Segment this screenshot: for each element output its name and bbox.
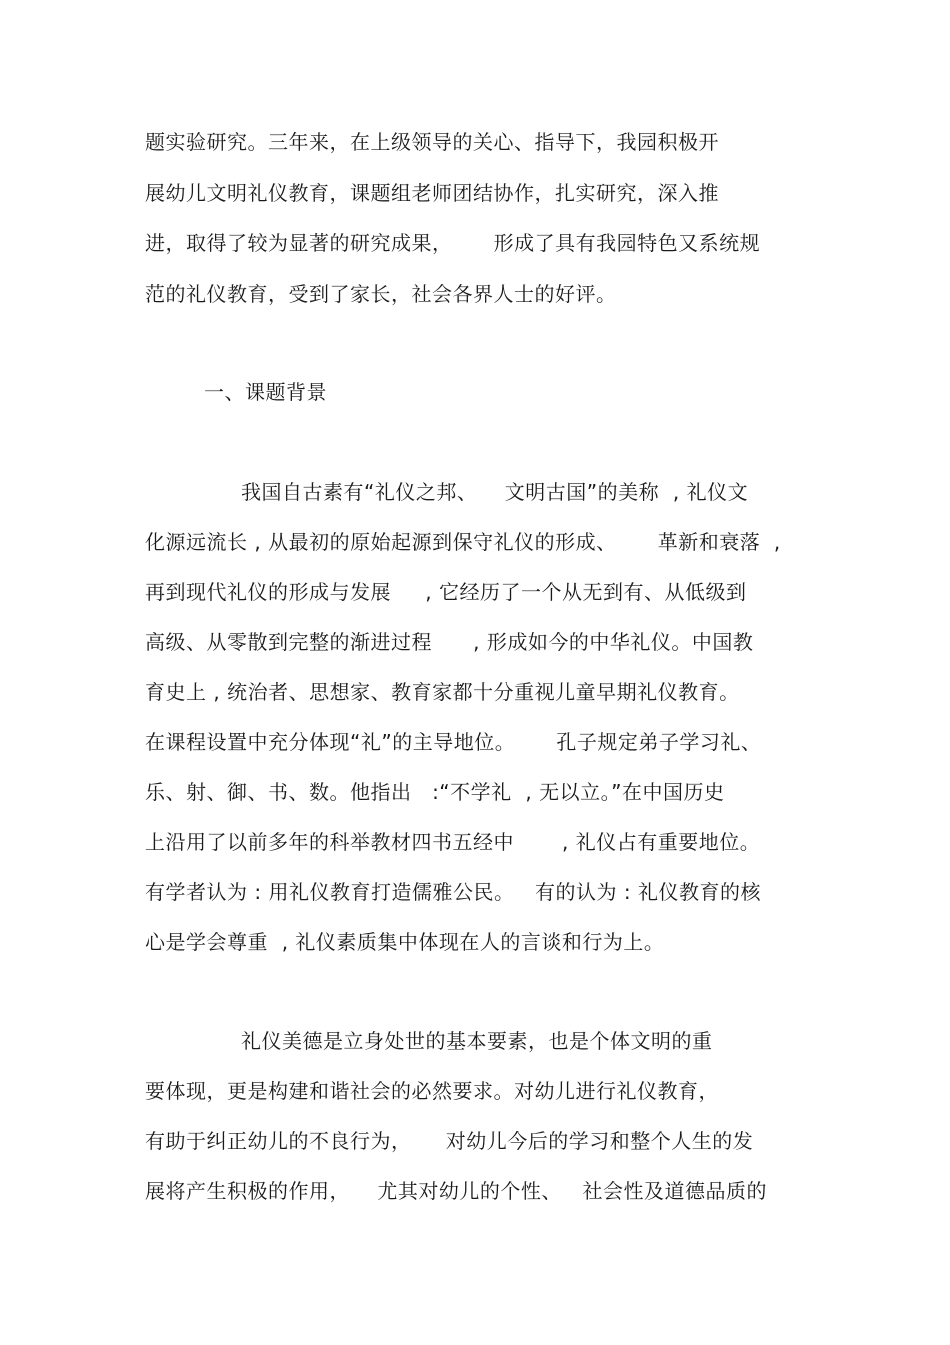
background-line-2: 化源远流长 , 从最初的原始起源到保守礼仪的形成、 革新和衰落 , xyxy=(145,530,781,554)
intro-line-4: 范的礼仪教育，受到了家长，社会各界人士的好评。 xyxy=(145,282,617,306)
virtue-line-2: 要体现，更是构建和谐社会的必然要求。对幼儿进行礼仪教育， xyxy=(145,1079,719,1103)
intro-line-3: 进，取得了较为显著的研究成果， 形成了具有我园特色又系统规 xyxy=(145,231,761,255)
virtue-line-4: 展将产生积极的作用， 尤其对幼儿的个性、 社会性及道德品质的 xyxy=(145,1179,768,1203)
virtue-line-3: 有助于纠正幼儿的不良行为， 对幼儿今后的学习和整个人生的发 xyxy=(145,1129,754,1153)
background-line-4: 高级、从零散到完整的渐进过程 , 形成如今的中华礼仪。中国教 xyxy=(145,630,754,654)
background-line-1: 我国自古素有“礼仪之邦、 文明古国”的美称 , 礼仪文 xyxy=(145,480,749,504)
background-line-6: 在课程设置中充分体现“礼”的主导地位。 孔子规定弟子学习礼、 xyxy=(145,730,762,754)
intro-line-1: 题实验研究。三年来，在上级领导的关心、指导下，我园积极开 xyxy=(145,130,719,154)
background-line-9: 有学者认为 : 用礼仪教育打造儒雅公民。 有的认为 : 礼仪教育的核 xyxy=(145,880,761,904)
background-line-3: 再到现代礼仪的形成与发展 , 它经历了一个从无到有、从低级到 xyxy=(145,580,747,604)
intro-line-2: 展幼儿文明礼仪教育，课题组老师团结协作，扎实研究，深入推 xyxy=(145,181,719,205)
background-line-5: 育史上 , 统治者、思想家、教育家都十分重视儿童早期礼仪教育。 xyxy=(145,680,740,704)
virtue-line-1: 礼仪美德是立身处世的基本要素，也是个体文明的重 xyxy=(145,1029,713,1053)
background-line-10: 心是学会尊重 , 礼仪素质集中体现在人的言谈和行为上。 xyxy=(145,930,665,954)
section-heading: 一、课题背景 xyxy=(204,380,327,404)
background-line-7: 乐、射、御、书、数。他指出 :“不学礼 , 无以立。”在中国历史 xyxy=(145,780,725,804)
background-line-8: 上沿用了以前多年的科举教材四书五经中 , 礼仪占有重要地位。 xyxy=(145,830,761,854)
